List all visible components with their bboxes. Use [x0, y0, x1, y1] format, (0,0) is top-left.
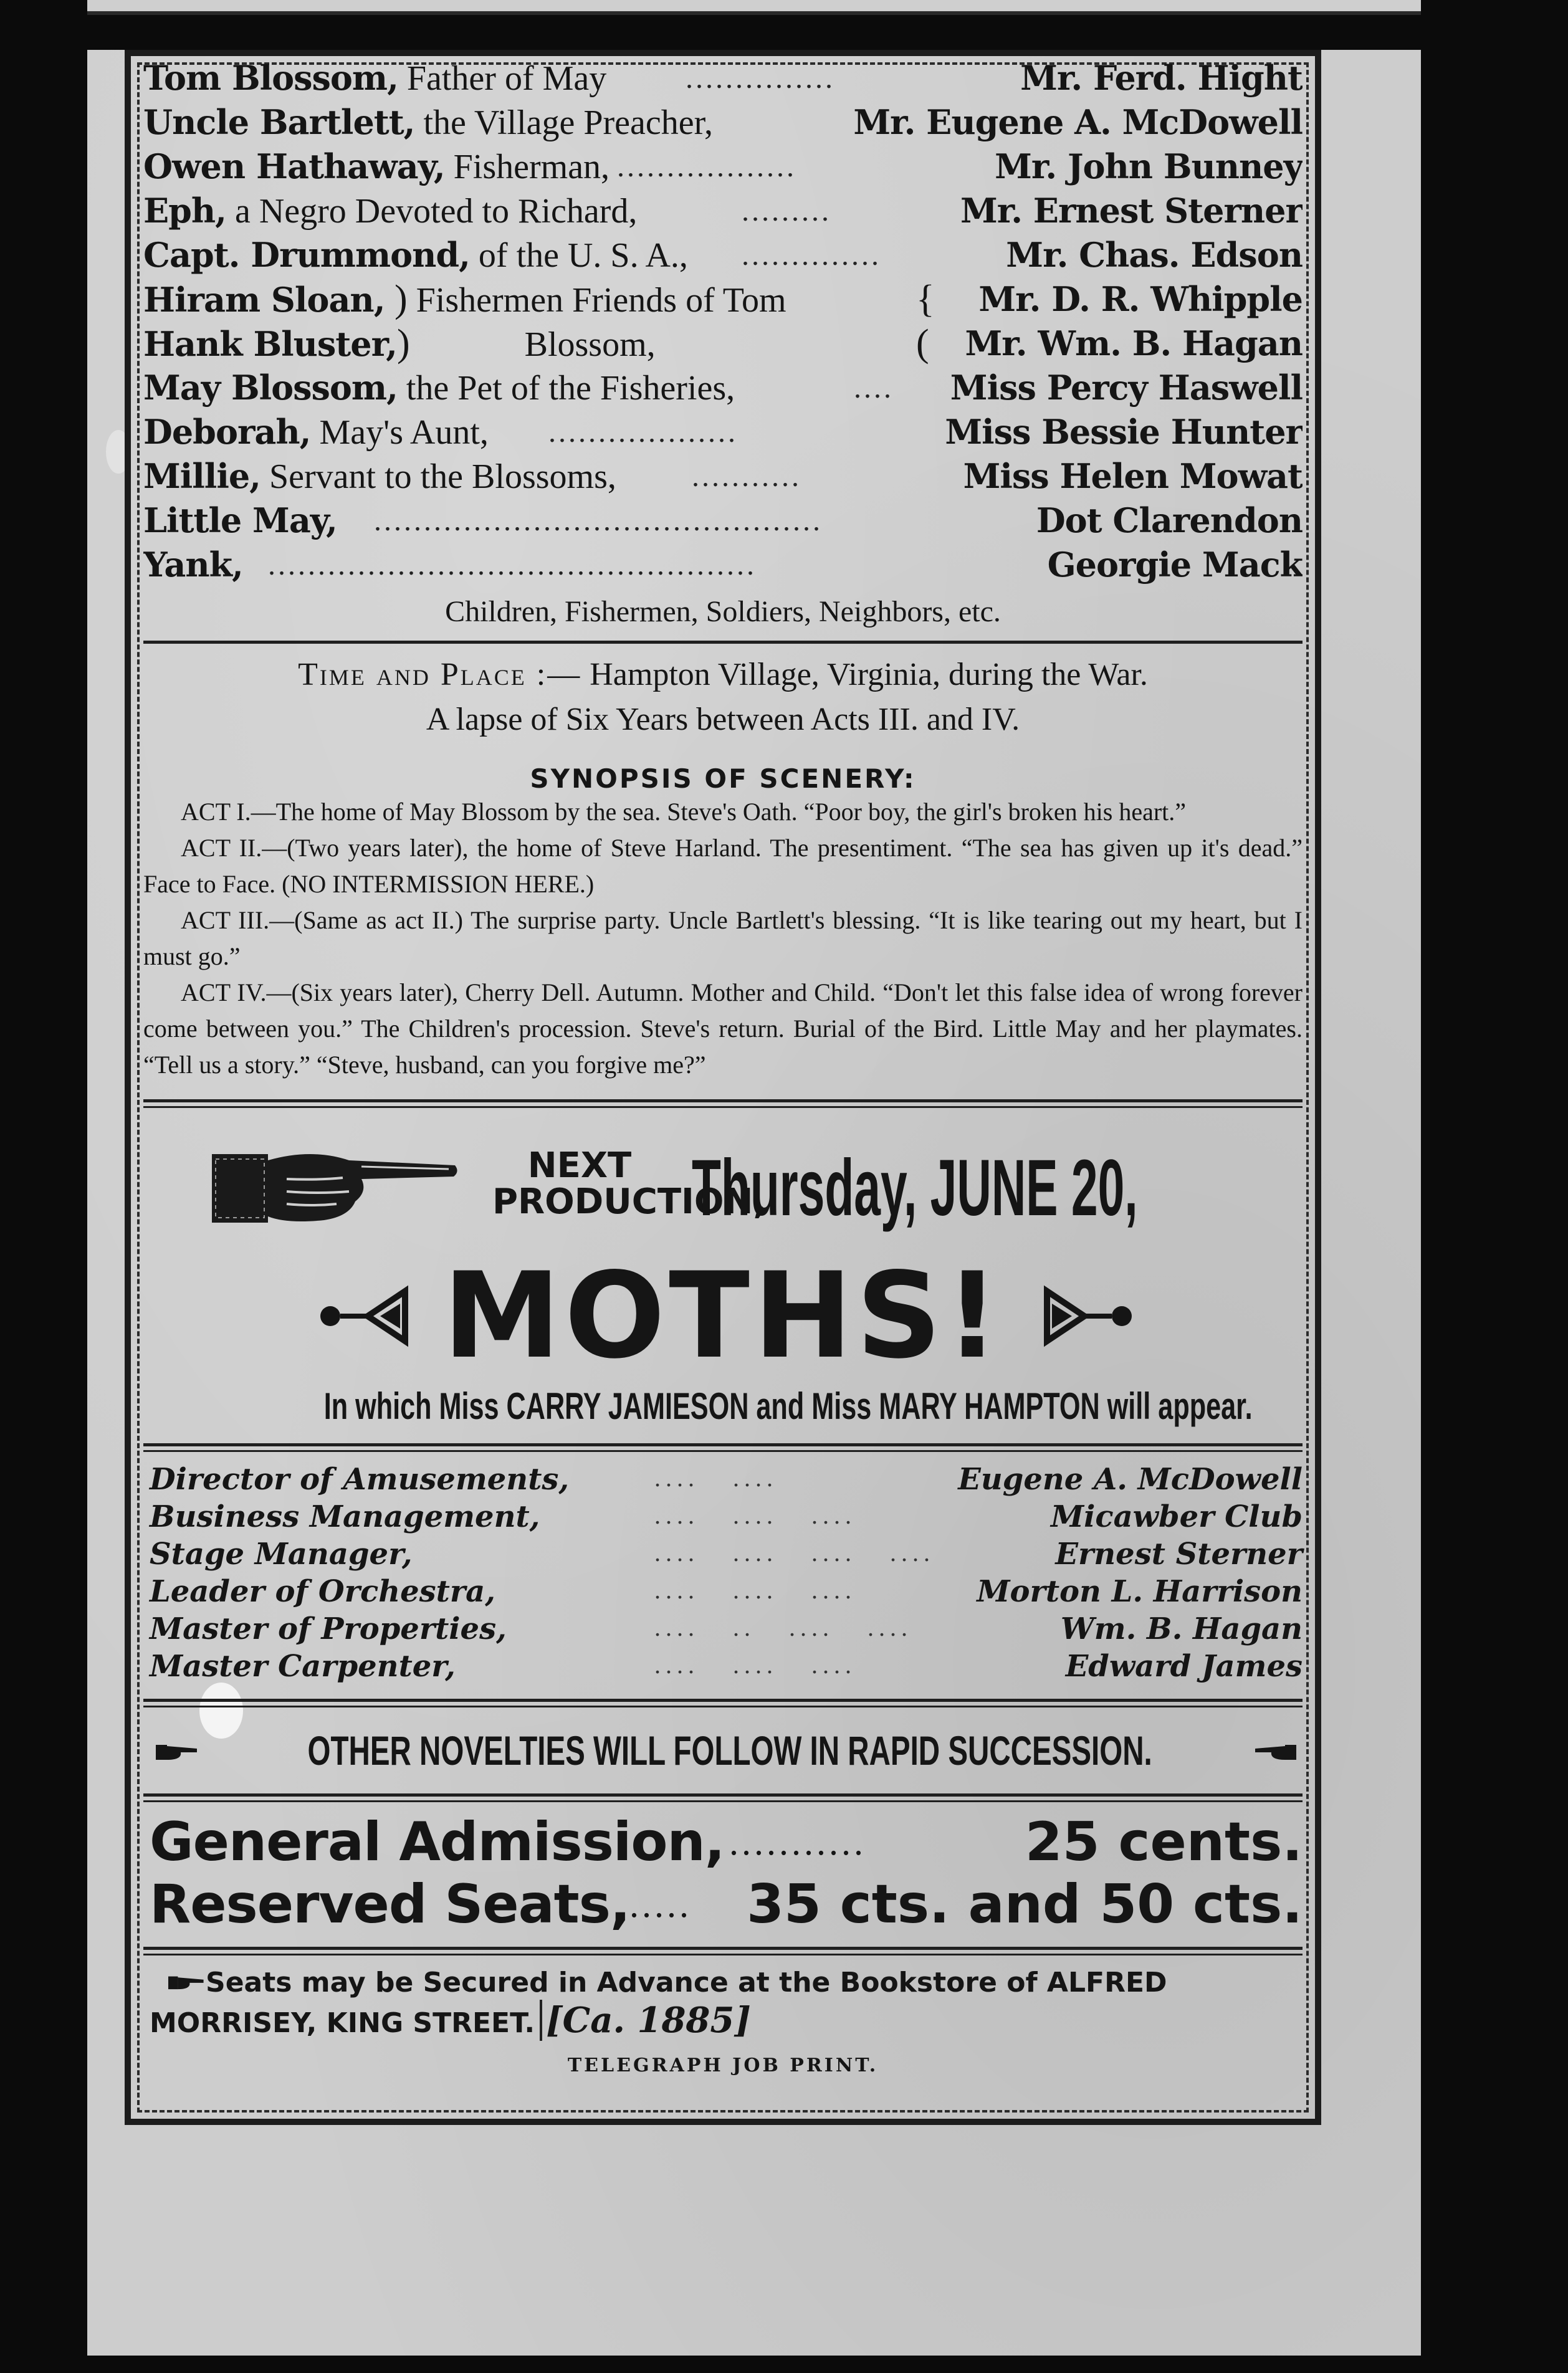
- pointing-hand-icon: [156, 1741, 199, 1762]
- cast-desc: of the U. S. A.,: [469, 236, 688, 275]
- cast-row: Owen Hathaway, Fisherman, .................. Mr. John Bunney: [143, 145, 1303, 189]
- cast-role: Yank,: [143, 545, 243, 585]
- cast-role: May Blossom,: [143, 368, 398, 408]
- staff-list: [143, 1461, 1303, 1685]
- cast-actor: Mr. D. R. Whipple: [978, 279, 1303, 319]
- time-place-label: Time and Place :—: [298, 657, 582, 692]
- cast-actor: Mr. Wm. B. Hagan: [965, 323, 1303, 363]
- novelties-notice: [143, 1716, 1303, 1785]
- cast-desc: Fisherman,: [444, 148, 610, 186]
- cast-actor: Miss Bessie Hunter: [945, 412, 1303, 452]
- divider: [143, 1443, 1303, 1452]
- cast-role: Uncle Bartlett,: [143, 102, 415, 142]
- cast-desc: Blossom,: [515, 325, 656, 364]
- pointing-hand-icon: [168, 1973, 206, 1992]
- staff-name: Wm. B. Hagan: [1060, 1611, 1303, 1646]
- cast-role: Owen Hathaway,: [143, 146, 445, 186]
- divider: [143, 641, 1303, 644]
- cast-actor: Dot Clarendon: [1036, 500, 1303, 540]
- cast-desc: Servant to the Blossoms,: [261, 457, 616, 496]
- seat-reservation-note: Seats may be Secured in Advance at the Bookstore of ALFRED: [143, 1964, 1303, 2002]
- cast-actor: Miss Helen Mowat: [963, 456, 1303, 496]
- novelties-text: OTHER NOVELTIES WILL FOLLOW IN RAPID SUCCESSION.: [307, 1727, 1152, 1774]
- staff-row: Director of Amusements, .... .... Eugene A. McDowell: [150, 1462, 1303, 1497]
- cast-row: Hank Bluster,) Blossom, ( Mr. Wm. B. Hagan: [143, 322, 1303, 365]
- cast-actor: Mr. John Bunney: [995, 146, 1303, 186]
- cast-row: [143, 100, 1303, 145]
- divider: [143, 1793, 1303, 1802]
- price-value: 25 cents.: [1025, 1811, 1303, 1873]
- admission-price-row: Reserved Seats, ...... 35 cts. and 50 cts.: [150, 1873, 1303, 1936]
- next-production-title: [143, 1247, 1303, 1385]
- staff-name: Ernest Sterner: [1055, 1537, 1303, 1572]
- cast-row: Deborah, May's Aunt, ................... Miss Bessie Hunter: [143, 410, 1303, 454]
- time-and-place: [143, 652, 1303, 697]
- cast-actor: Mr. Chas. Edson: [1006, 235, 1303, 275]
- cast-role: Hiram Sloan,: [143, 280, 385, 320]
- cast-role: Eph,: [143, 191, 226, 231]
- production-title: MOTHS!: [442, 1247, 1003, 1385]
- cast-desc: a Negro Devoted to Richard,: [226, 192, 638, 231]
- printer-credit: TELEGRAPH JOB PRINT.: [567, 2055, 879, 2076]
- price-value: 35 cts. and 50 cts.: [747, 1873, 1303, 1936]
- previous-page-strip: [87, 0, 1421, 15]
- cast-row: Yank, ................................................. Georgie Mack: [143, 543, 1303, 587]
- cast-actor: Mr. Eugene A. McDowell: [853, 102, 1303, 142]
- cast-role: Hank Bluster,: [143, 324, 397, 364]
- next-production-label: NEXT PRODUCTION,: [492, 1145, 767, 1222]
- playbill-content: [143, 56, 1303, 2076]
- act-synopsis: ACT IV.—(Six years later), Cherry Dell. Autumn. Mother and Child. “Don't let this false idea of wrong forever come between you.” The Children's procession. Steve's return. Burial of the Bird. Little May and her playmates. “Tell us a story.” “Steve, husband, can you forgive me?”: [143, 978, 1303, 1079]
- staff-row: Master Carpenter, .... .... .... Edward James: [150, 1649, 1303, 1684]
- seat-reservation-note-line2: MORRISEY, KING STREET. [Ca. 1885]: [150, 2000, 751, 2041]
- staff-row: Stage Manager, .... .... .... .... Ernest Sterner: [150, 1537, 1303, 1572]
- cast-desc: Father of May: [398, 59, 607, 98]
- staff-row: Leader of Orchestra, .... .... .... Morton L. Harrison: [150, 1574, 1303, 1609]
- admission-price-row: General Admission, ........... 25 cents.: [150, 1811, 1303, 1873]
- act-synopsis: ACT III.—(Same as act II.) The surprise party. Uncle Bartlett's blessing. “It is like tearing out my heart, but I must go.”: [143, 906, 1303, 970]
- cast-desc: the Village Preacher,: [414, 103, 713, 142]
- left-ornament-icon: [318, 1285, 455, 1347]
- divider: [143, 1699, 1303, 1707]
- staff-role: Business Management,: [150, 1499, 540, 1534]
- cast-row: Hiram Sloan, ) Fishermen Friends of Tom { Mr. D. R. Whipple: [143, 278, 1303, 320]
- cast-actor: Miss Percy Haswell: [950, 368, 1303, 408]
- staff-row: Master of Properties, .... .. .... .... Wm. B. Hagan: [150, 1611, 1303, 1646]
- cast-row: Millie, Servant to the Blossoms, ........... Miss Helen Mowat: [143, 454, 1303, 499]
- staff-name: Morton L. Harrison: [977, 1574, 1303, 1609]
- staff-role: Master Carpenter,: [150, 1649, 456, 1684]
- price-label: Reserved Seats,: [150, 1873, 630, 1936]
- next-production-date: Thursday, JUNE 20,: [692, 1144, 1138, 1233]
- staff-role: Master of Properties,: [150, 1611, 507, 1646]
- staff-name: Eugene A. McDowell: [958, 1462, 1303, 1497]
- staff-row: Business Management, .... .... .... Micawber Club: [150, 1499, 1303, 1534]
- staff-role: Leader of Orchestra,: [150, 1574, 495, 1609]
- cast-desc: May's Aunt,: [310, 413, 489, 452]
- handwritten-date-note: [Ca. 1885]: [540, 2000, 751, 2041]
- ensemble-line: Children, Fishermen, Soldiers, Neighbors, etc.: [445, 595, 1001, 628]
- act-synopsis: ACT II.—(Two years later), the home of Steve Harland. The presentiment. “The sea has given up it's dead.” Face to Face. (NO INTERMISSION HERE.): [143, 834, 1303, 898]
- next-production-banner: [143, 1123, 1303, 1254]
- time-lapse-note: A lapse of Six Years between Acts III. and IV.: [426, 702, 1020, 737]
- featured-actresses: In which Miss CARRY JAMIESON and Miss MARY HAMPTON will appear.: [323, 1385, 1253, 1427]
- cast-desc: the Pet of the Fisheries,: [397, 369, 735, 408]
- cast-row: Eph, a Negro Devoted to Richard, ......... Mr. Ernest Sterner: [143, 189, 1303, 233]
- cast-row: Tom Blossom, Father of May ............... Mr. Ferd. Hight: [143, 56, 1303, 100]
- pointing-hand-icon: [1253, 1741, 1296, 1762]
- cast-row: May Blossom, the Pet of the Fisheries, .... Miss Percy Haswell: [143, 366, 1303, 410]
- pointing-hand-icon: [212, 1142, 461, 1235]
- cast-role: Capt. Drummond,: [143, 235, 470, 275]
- cast-role: Deborah,: [143, 412, 311, 452]
- cast-actor: Georgie Mack: [1047, 545, 1303, 585]
- cast-desc: Fishermen Friends of Tom: [407, 281, 786, 320]
- right-ornament-icon: [997, 1285, 1134, 1347]
- cast-actor: Mr. Ernest Sterner: [960, 191, 1303, 231]
- staff-role: Director of Amusements,: [150, 1462, 570, 1497]
- divider: [143, 1947, 1303, 1955]
- time-place-text: Hampton Village, Virginia, during the War.: [581, 657, 1148, 692]
- staff-name: Edward James: [1065, 1649, 1303, 1684]
- price-label: General Admission,: [150, 1811, 725, 1873]
- divider: [143, 1099, 1303, 1108]
- cast-list: [143, 56, 1303, 632]
- staff-name: Micawber Club: [1050, 1499, 1303, 1534]
- cast-role: Tom Blossom,: [143, 58, 398, 98]
- cast-row: Little May, ............................................. Dot Clarendon: [143, 499, 1303, 543]
- cast-row: Capt. Drummond, of the U. S. A., .............. Mr. Chas. Edson: [143, 233, 1303, 277]
- staff-role: Stage Manager,: [150, 1537, 413, 1572]
- act-synopsis: ACT I.—The home of May Blossom by the sea. Steve's Oath. “Poor boy, the girl's broken his heart.”: [181, 798, 1187, 826]
- cast-actor: Mr. Ferd. Hight: [1020, 58, 1303, 98]
- cast-role: Little May,: [143, 500, 337, 540]
- cast-role: Millie,: [143, 456, 261, 496]
- synopsis-heading: SYNOPSIS OF SCENERY:: [530, 763, 916, 794]
